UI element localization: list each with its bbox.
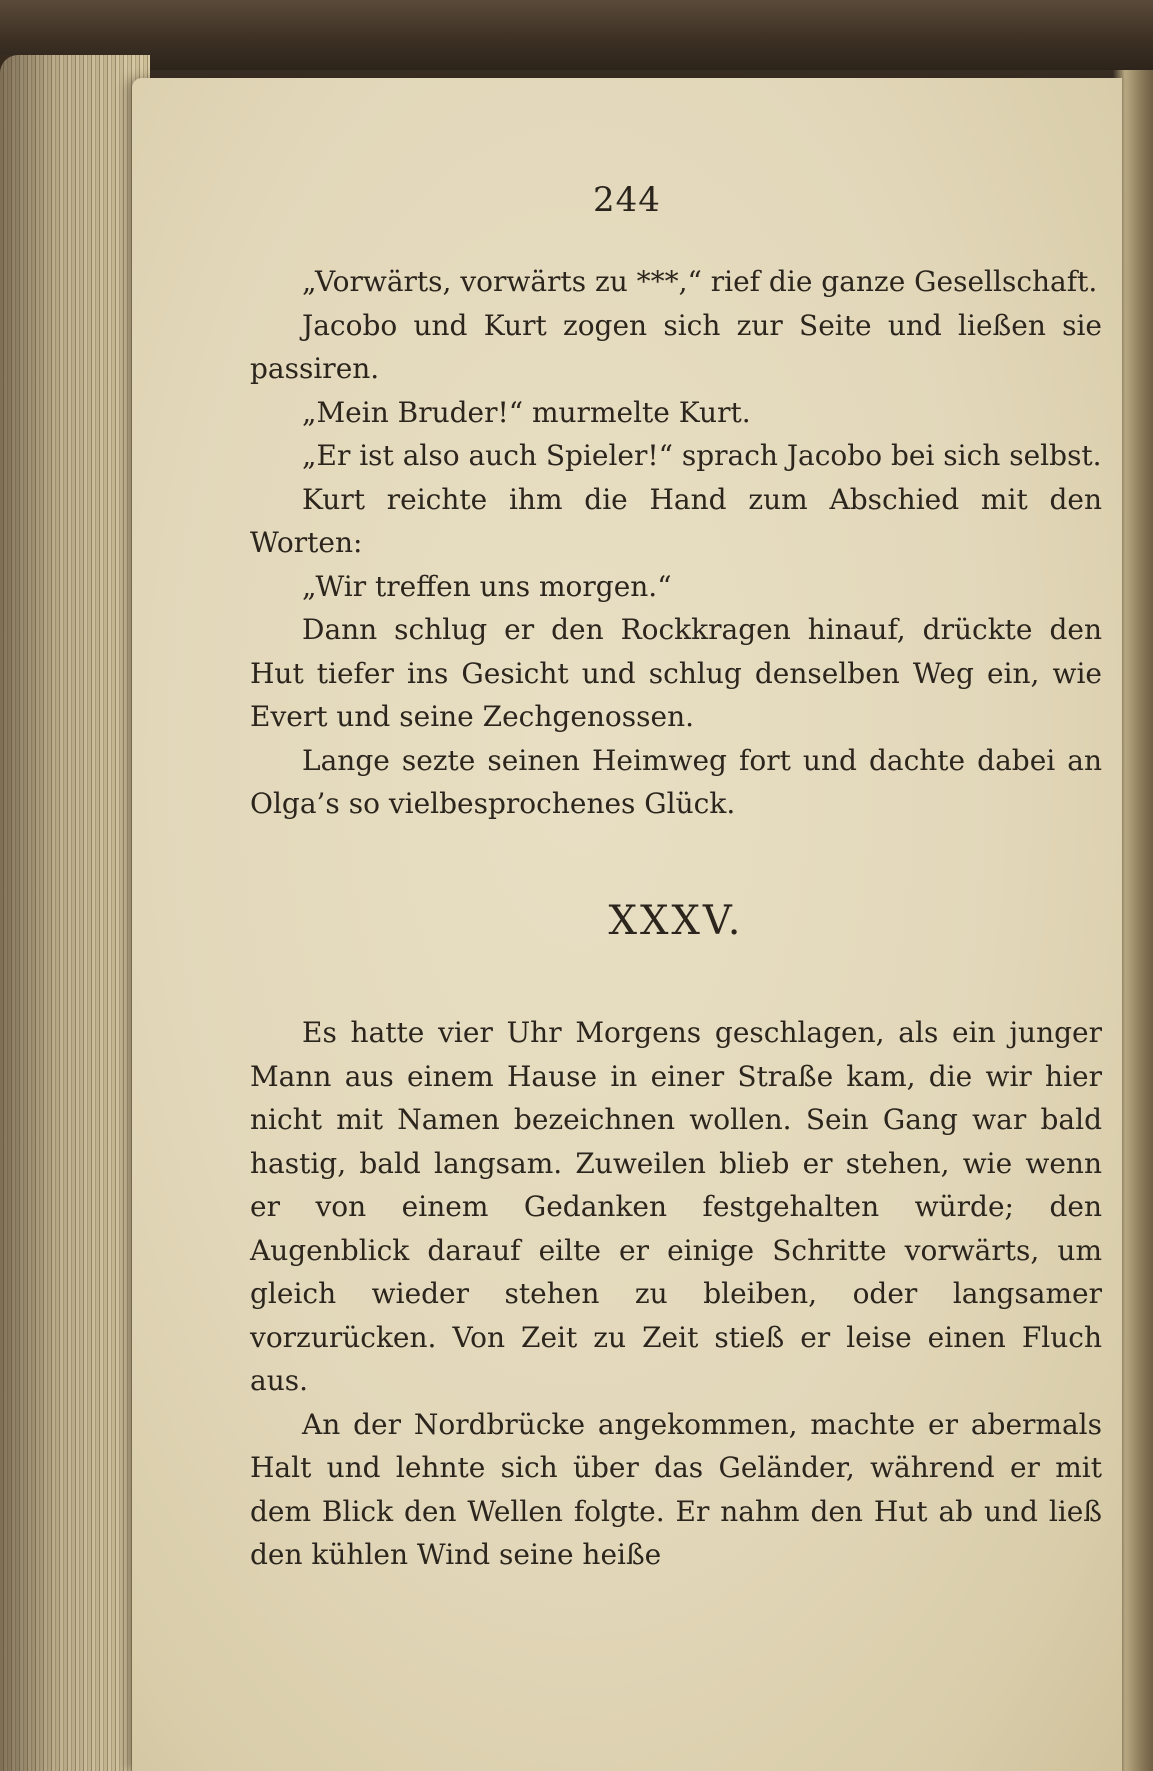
book-cover-edge	[0, 0, 1153, 70]
paragraph: An der Nordbrücke angekommen, machte er abermals Halt und lehnte sich über das Geländer, während er mit dem Blick den Wellen folgte. Er nahm den Hut ab und ließ den kühlen Wind seine heiße	[250, 1407, 1102, 1571]
paragraph: Kurt reichte ihm die Hand zum Abschied mit den Worten:	[250, 482, 1102, 559]
paragraph: „Wir treffen uns morgen.“	[302, 569, 672, 603]
paragraph: Jacobo und Kurt zogen sich zur Seite und ließen sie passiren.	[250, 308, 1102, 385]
paragraph: Dann schlug er den Rockkragen hinauf, drückte den Hut tiefer ins Gesicht und schlug denselben Weg ein, wie Evert und seine Zechgenossen.	[250, 613, 1102, 733]
paragraph: Lange sezte seinen Heimweg fort und dachte dabei an Olga’s so vielbesprochenes Glück.	[250, 743, 1102, 820]
page-text	[250, 260, 1102, 1577]
paragraph: „Er ist also auch Spieler!“ sprach Jacobo bei sich selbst.	[302, 439, 1102, 472]
page-number: 244	[593, 180, 661, 220]
page-stack-edges	[0, 55, 150, 1771]
paragraph: „Vorwärts, vorwärts zu ***,“ rief die ganze Gesellschaft.	[302, 265, 1098, 298]
paragraph: Es hatte vier Uhr Morgens geschlagen, als ein junger Mann aus einem Hause in einer Straße kam, die wir hier nicht mit Namen bezeichnen wollen. Sein Gang war bald hastig, bald langsam. Zuweilen blieb er stehen, wie wenn er von einem Gedanken festgehalten würde; den Augenblick darauf eilte er einige Schritte vorwärts, um gleich wieder stehen zu bleiben, oder langsamer vorzurücken. Von Zeit zu Zeit stieß er leise einen Fluch aus.	[250, 1016, 1102, 1397]
paragraph: „Mein Bruder!“ murmelte Kurt.	[302, 395, 751, 429]
chapter-heading: XXXV.	[608, 897, 744, 944]
book-page	[132, 78, 1122, 1771]
